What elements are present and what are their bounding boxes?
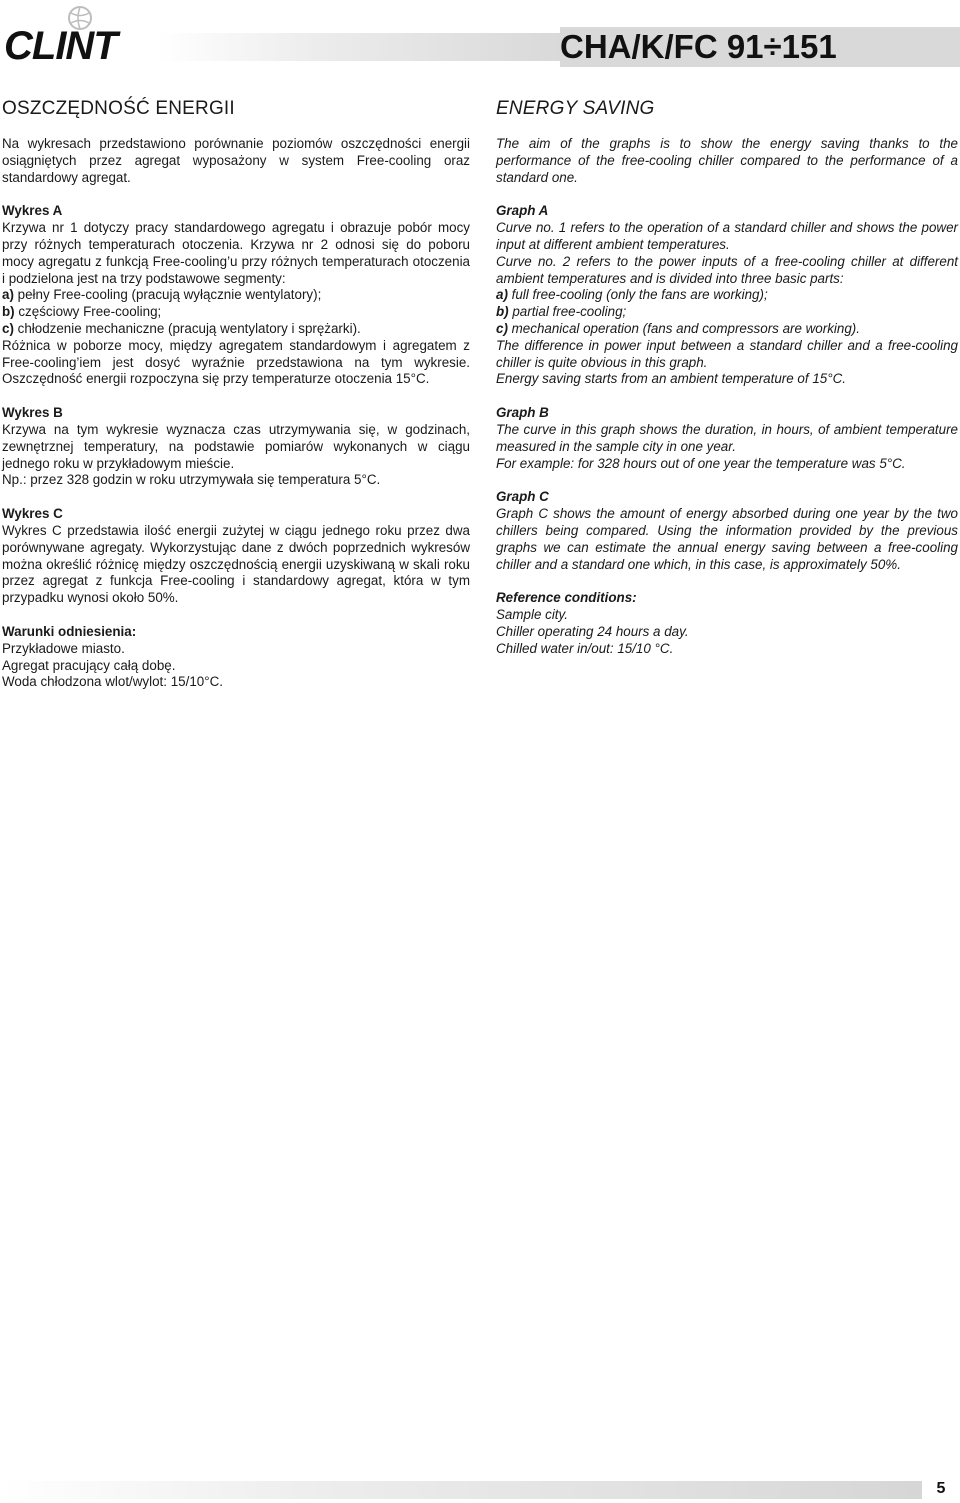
footer-gradient-bar [0,1481,922,1499]
list-text: partial free-cooling; [508,304,627,320]
section-title-en: ENERGY SAVING [496,98,655,119]
conditions-line: Chiller operating 24 hours a day. [496,623,689,639]
graph-a-en [496,203,958,388]
graph-c-en [496,489,958,573]
graph-b-pl [2,405,470,489]
list-label: c) [2,320,14,336]
graph-b-paragraph: Np.: przez 328 godzin w roku utrzymywała się temperatura 5°C. [2,472,381,488]
section-title-pl: OSZCZĘDNOŚĆ ENERGII [2,98,235,119]
graph-c-heading: Wykres C [2,506,63,522]
graph-c-paragraph: Wykres C przedstawia ilość energii zużytej w ciągu jednego roku przez dwa porównywane agregaty. Wykorzystując dane z dwóch poprzednich wykresów można określić różnicę między oszczędnością energii uzyskiwaną w skali roku przez agregat z funkcja Free-cooling i standardowy agregat, która w tym przypadku wynosi około 50%. [2,522,470,606]
list-text: full free-cooling (only the fans are working); [507,287,768,303]
graph-b-heading: Wykres B [2,405,63,421]
conditions-line: Przykładowe miasto. [2,640,125,656]
graph-a-paragraph: Energy saving starts from an ambient temperature of 15°C. [496,371,846,387]
conditions-line: Woda chłodzona wlot/wylot: 15/10°C. [2,674,223,690]
conditions-heading: Reference conditions: [496,590,637,606]
list-item-a [496,287,958,304]
list-text: chłodzenie mechaniczne (pracują wentylatory i sprężarki). [13,320,361,336]
graph-a-paragraph: Curve no. 2 refers to the power inputs of a free-cooling chiller at different ambient temperatures and is divided into three basic parts: [496,253,958,286]
list-label: b) [496,304,509,320]
conditions-en [496,590,958,657]
page-number: 5 [936,1480,946,1497]
graph-b-en [496,405,958,472]
list-item-c [2,321,470,338]
intro-text: The aim of the graphs is to show the energy saving thanks to the performance of the free-cooling chiller compared to the performance of a standard one. [496,136,958,185]
list-text: pełny Free-cooling (pracują wyłącznie wentylatory); [13,287,322,303]
graph-b-paragraph: Krzywa na tym wykresie wyznacza czas utrzymywania się, w godzinach, zewnętrznej temperatury, na podstawie pomiarów wykonanych w ciągu jednego roku w przykładowym mieście. [2,421,470,471]
intro-en [496,136,958,186]
conditions-pl [2,624,470,691]
graph-c-heading: Graph C [496,489,549,505]
graph-a-paragraph: The difference in power input between a standard chiller and a free-cooling chiller is quite obvious in this graph. [496,337,958,370]
graph-c-pl [2,506,470,607]
list-label: c) [496,320,508,336]
graph-c-paragraph: Graph C shows the amount of energy absorbed during one year by the two chillers being compared. Using the information provided by the previous graphs we can estimate the annual energy saving between a free-cooling chiller and a standard one which, in this case, is approximately 50%. [496,506,958,572]
header-gradient-bar [158,33,560,61]
list-item-a [2,287,470,304]
list-label: b) [2,304,15,320]
list-item-c [496,321,958,338]
polish-column [2,96,470,708]
list-item-b [496,304,958,321]
graph-a-paragraph: Krzywa nr 1 dotyczy pracy standardowego agregatu i obrazuje pobór mocy przy różnych temperaturach otoczenia. Krzywa nr 2 odnosi się do poboru mocy agregatu z funkcją Free-cooling’u przy różnych temperaturach otoczenia i podzielona jest na trzy podstawowe segmenty: [2,220,470,286]
graph-a-heading: Graph A [496,203,549,219]
graph-a-paragraph: Różnica w poborze mocy, między agregatem standardowym i agregatem z Free-cooling’iem jest dosyć wyraźnie przedstawiona na tym wykresie. Oszczędność energii rozpoczyna się przy temperaturze otoczenia 15°C. [2,337,470,387]
graph-b-paragraph: The curve in this graph shows the duration, in hours, of ambient temperature measured in the sample city in one year. [496,421,958,454]
brand-name: CLINT [4,24,117,68]
graph-b-heading: Graph B [496,405,549,421]
conditions-line: Chilled water in/out: 15/10 °C. [496,640,674,656]
clint-logo [4,22,154,68]
conditions-heading: Warunki odniesienia: [2,623,137,639]
page-header [0,0,960,80]
list-label: a) [2,287,14,303]
conditions-line: Agregat pracujący całą dobę. [2,657,176,673]
model-title: CHA/K/FC 91÷151 [560,27,960,67]
conditions-line: Sample city. [496,607,568,623]
intro-text: Na wykresach przedstawiono porównanie poziomów oszczędności energii osiągniętych przez agregat wyposażony w system Free-cooling oraz standardowy agregat. [2,136,470,185]
list-text: częściowy Free-cooling; [14,304,162,320]
list-text: mechanical operation (fans and compressors are working). [507,320,860,336]
english-column [496,96,958,675]
graph-a-pl [2,203,470,388]
graph-b-paragraph: For example: for 328 hours out of one year the temperature was 5°C. [496,455,906,471]
list-item-b [2,304,470,321]
graph-a-heading: Wykres A [2,203,63,219]
list-label: a) [496,287,508,303]
intro-pl [2,136,470,186]
graph-a-paragraph: Curve no. 1 refers to the operation of a standard chiller and shows the power input at different ambient temperatures. [496,220,958,252]
